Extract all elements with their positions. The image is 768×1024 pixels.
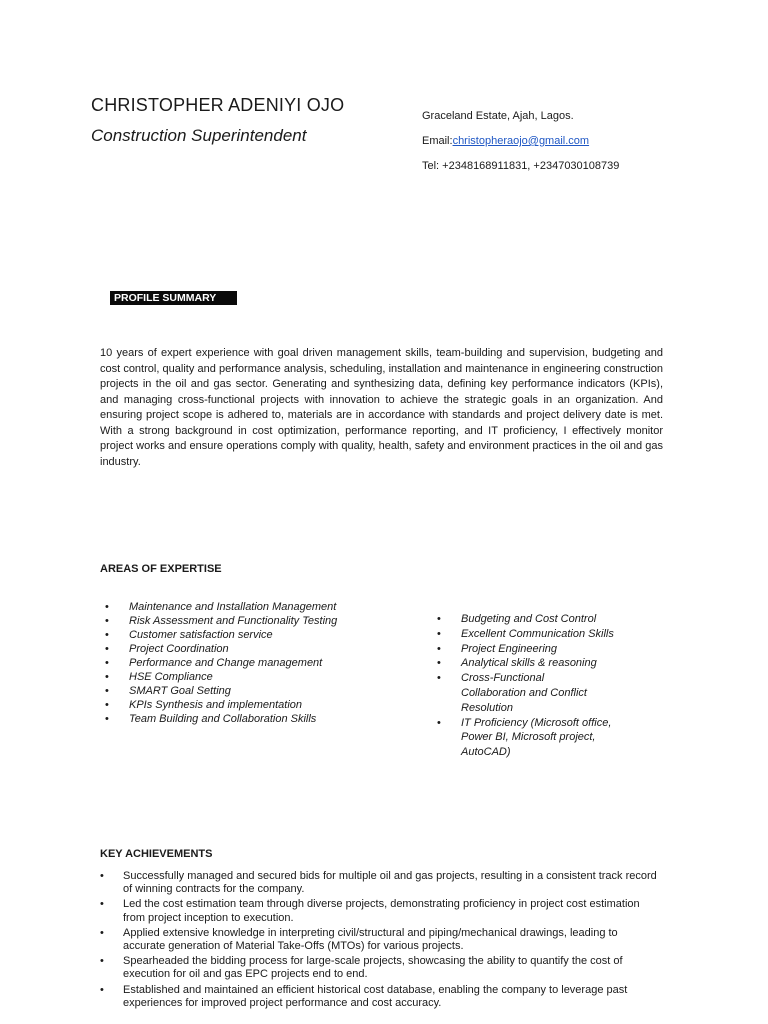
achievements-list bbox=[100, 870, 660, 1012]
profile-summary-text: 10 years of expert experience with goal driven management skills, team-building and supervision, budgeting and cost control, quality and performance analysis, scheduling, installation and maintenance in engineering construction projects in the oil and gas sector. Generating and synthesizing data, defining key performance indicators (KPIs), and managing cross-functional projects with innovation to achieve the strategic goals in an organization. And ensuring project scope is adhered to, materials are in accordance with standards and project delivery date is met. With a strong background in cost optimization, performance reporting, and IT proficiency, I effectively monitor project works and ensure operations comply with quality, health, safety and environment practices in the oil and gas industry. bbox=[100, 347, 663, 468]
profile-summary-heading: PROFILE SUMMARY bbox=[110, 291, 237, 305]
address: Graceland Estate, Ajah, Lagos. bbox=[422, 110, 574, 122]
telephone: Tel: +2348168911831, +2347030108739 bbox=[422, 160, 620, 172]
list-item: • Project Engineering bbox=[437, 642, 627, 657]
list-item: • Performance and Change management bbox=[105, 656, 405, 670]
email-line bbox=[422, 135, 589, 147]
list-item: • Analytical skills & reasoning bbox=[437, 656, 627, 671]
email-label: Email: bbox=[422, 135, 453, 147]
job-title: Construction Superintendent bbox=[91, 126, 307, 145]
list-item: • Project Coordination bbox=[105, 642, 405, 656]
achievements-heading: KEY ACHIEVEMENTS bbox=[100, 848, 213, 860]
list-item: • SMART Goal Setting bbox=[105, 684, 405, 698]
list-item: • Maintenance and Installation Management bbox=[105, 600, 405, 614]
list-item: • HSE Compliance bbox=[105, 670, 405, 684]
list-item: • Team Building and Collaboration Skills bbox=[105, 712, 405, 726]
email-link[interactable]: christopheraojo@gmail.com bbox=[452, 135, 590, 147]
list-item: • Risk Assessment and Functionality Testing bbox=[105, 614, 405, 628]
candidate-name: CHRISTOPHER ADENIYI OJO bbox=[91, 95, 345, 115]
list-item: • Successfully managed and secured bids for multiple oil and gas projects, resulting in a consistent track record of winning contracts for the company. bbox=[100, 870, 660, 896]
list-item: • Led the cost estimation team through diverse projects, demonstrating proficiency in project cost estimation from project inception to execution. bbox=[100, 898, 660, 924]
list-item: • Established and maintained an efficient historical cost database, enabling the company to leverage past experiences for improved project performance and cost accuracy. bbox=[100, 984, 660, 1010]
list-item: • Applied extensive knowledge in interpreting civil/structural and piping/mechanical drawings, leading to accurate generation of Material Take-Offs (MTOs) for various projects. bbox=[100, 927, 660, 953]
expertise-list-right bbox=[437, 612, 627, 760]
list-item: • Excellent Communication Skills bbox=[437, 627, 627, 642]
list-item: • Customer satisfaction service bbox=[105, 628, 405, 642]
list-item: • Spearheaded the bidding process for large-scale projects, showcasing the ability to quantify the cost of execution for oil and gas EPC projects end to end. bbox=[100, 955, 660, 981]
expertise-heading: AREAS OF EXPERTISE bbox=[100, 563, 222, 575]
list-item: • Budgeting and Cost Control bbox=[437, 612, 627, 627]
list-item: • Cross-Functional Collaboration and Conflict Resolution bbox=[437, 671, 627, 715]
list-item: • IT Proficiency (Microsoft office, Power BI, Microsoft project, AutoCAD) bbox=[437, 716, 627, 760]
list-item: • KPIs Synthesis and implementation bbox=[105, 698, 405, 712]
expertise-list-left bbox=[105, 600, 405, 726]
